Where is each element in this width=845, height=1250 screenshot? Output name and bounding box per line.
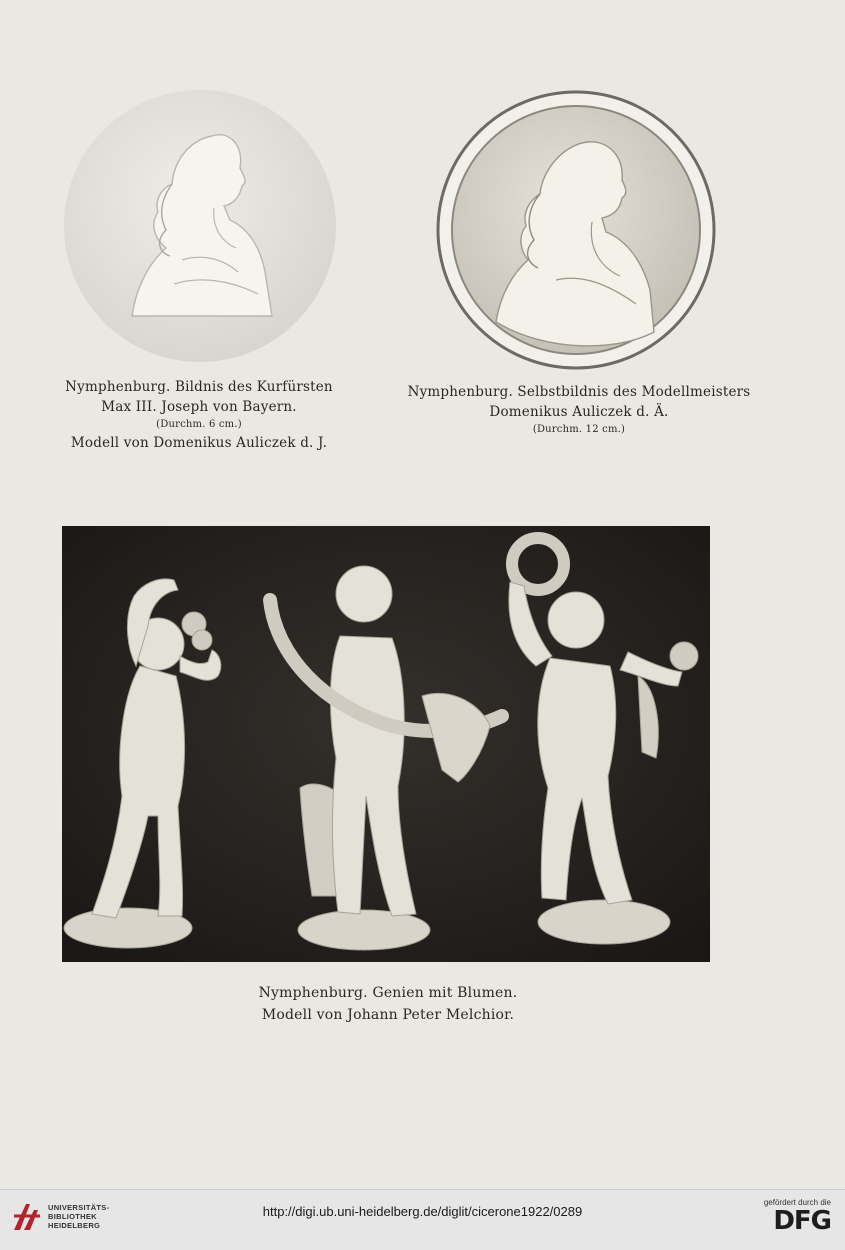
- library-name-line1: UNIVERSITÄTS-: [48, 1202, 110, 1212]
- dfg-label: gefördert durch die: [763, 1198, 831, 1207]
- caption-left-line3: Modell von Domenikus Auliczek d. J.: [70, 435, 328, 451]
- porcelain-figures-image: [62, 526, 710, 962]
- caption-left: [40, 377, 358, 453]
- medallion-auliczek: [436, 90, 716, 370]
- dfg-logo: DFG: [773, 1206, 831, 1236]
- caption-bottom-line2: Modell von Johann Peter Melchior.: [261, 1007, 515, 1023]
- caption-bottom-line1: Nymphenburg. Genien mit Blumen.: [258, 985, 518, 1001]
- permalink-url[interactable]: http://digi.ub.uni-heidelberg.de/diglit/cicerone1922/0289: [262, 1204, 583, 1219]
- caption-left-line1: Nymphenburg. Bildnis des Kurfürsten: [65, 379, 333, 395]
- photo-genien-figures: [62, 526, 710, 962]
- caption-bottom: [200, 982, 576, 1026]
- caption-left-size: (Durchm. 6 cm.): [156, 419, 242, 430]
- caption-right-size: (Durchm. 12 cm.): [532, 424, 626, 435]
- caption-right-line1: Nymphenburg. Selbstbildnis des Modellmeisters: [407, 384, 751, 400]
- caption-left-line2: Max III. Joseph von Bayern.: [101, 399, 297, 415]
- relief-portrait-image: [62, 88, 338, 364]
- caption-right-line2: Domenikus Auliczek d. Ä.: [489, 404, 669, 420]
- medallion-max-joseph: [62, 88, 338, 364]
- footer-bar: [0, 1189, 845, 1250]
- dfg-funding[interactable]: [764, 1198, 831, 1235]
- library-name-line2: BIBLIOTHEK: [48, 1211, 97, 1221]
- library-name-line3: HEIDELBERG: [48, 1220, 101, 1230]
- caption-right: [404, 382, 754, 438]
- relief-self-portrait-image: [436, 90, 716, 370]
